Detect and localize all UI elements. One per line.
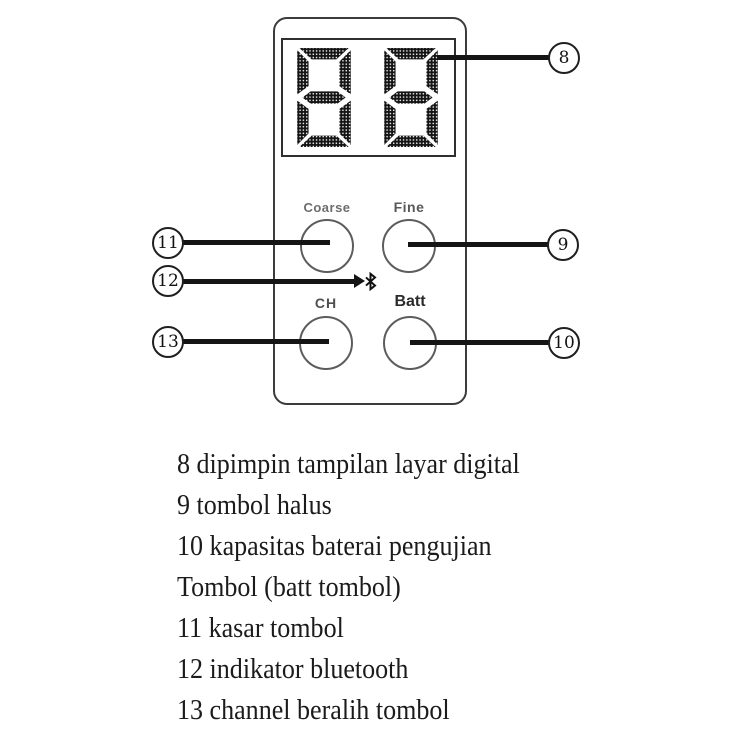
legend-line-11: 11 kasar tombol — [177, 613, 344, 644]
callout-10: 10 — [548, 327, 580, 359]
callout-line-8 — [437, 55, 549, 60]
callout-line-9 — [408, 242, 548, 247]
callout-13: 13 — [152, 326, 184, 358]
callout-9: 9 — [547, 229, 579, 261]
legend-line-12: 12 indikator bluetooth — [177, 654, 409, 685]
coarse-button-label: Coarse — [303, 200, 351, 215]
callout-line-12 — [183, 279, 355, 284]
coarse-button — [300, 219, 354, 273]
seg-digit-8 — [380, 46, 442, 149]
legend-line-10b: Tombol (batt tombol) — [177, 572, 401, 603]
legend-line-13: 13 channel beralih tombol — [177, 695, 450, 726]
seg-digit-8 — [293, 46, 355, 149]
fine-button-label: Fine — [393, 199, 425, 215]
callout-8: 8 — [548, 42, 580, 74]
legend — [177, 444, 520, 731]
legend-line-8: 8 dipimpin tampilan layar digital — [177, 449, 520, 480]
callout-11: 11 — [152, 227, 184, 259]
led-display-digits — [293, 46, 442, 149]
callout-12: 12 — [152, 265, 184, 297]
channel-button-label: CH — [314, 295, 338, 311]
callout-line-11 — [183, 240, 330, 245]
callout-line-10 — [410, 340, 549, 345]
legend-line-9: 9 tombol halus — [177, 490, 332, 521]
bluetooth-icon — [364, 272, 377, 291]
callout-line-13 — [183, 339, 329, 344]
legend-line-10: 10 kapasitas baterai pengujian — [177, 531, 492, 562]
battery-button-label: Batt — [394, 293, 426, 310]
